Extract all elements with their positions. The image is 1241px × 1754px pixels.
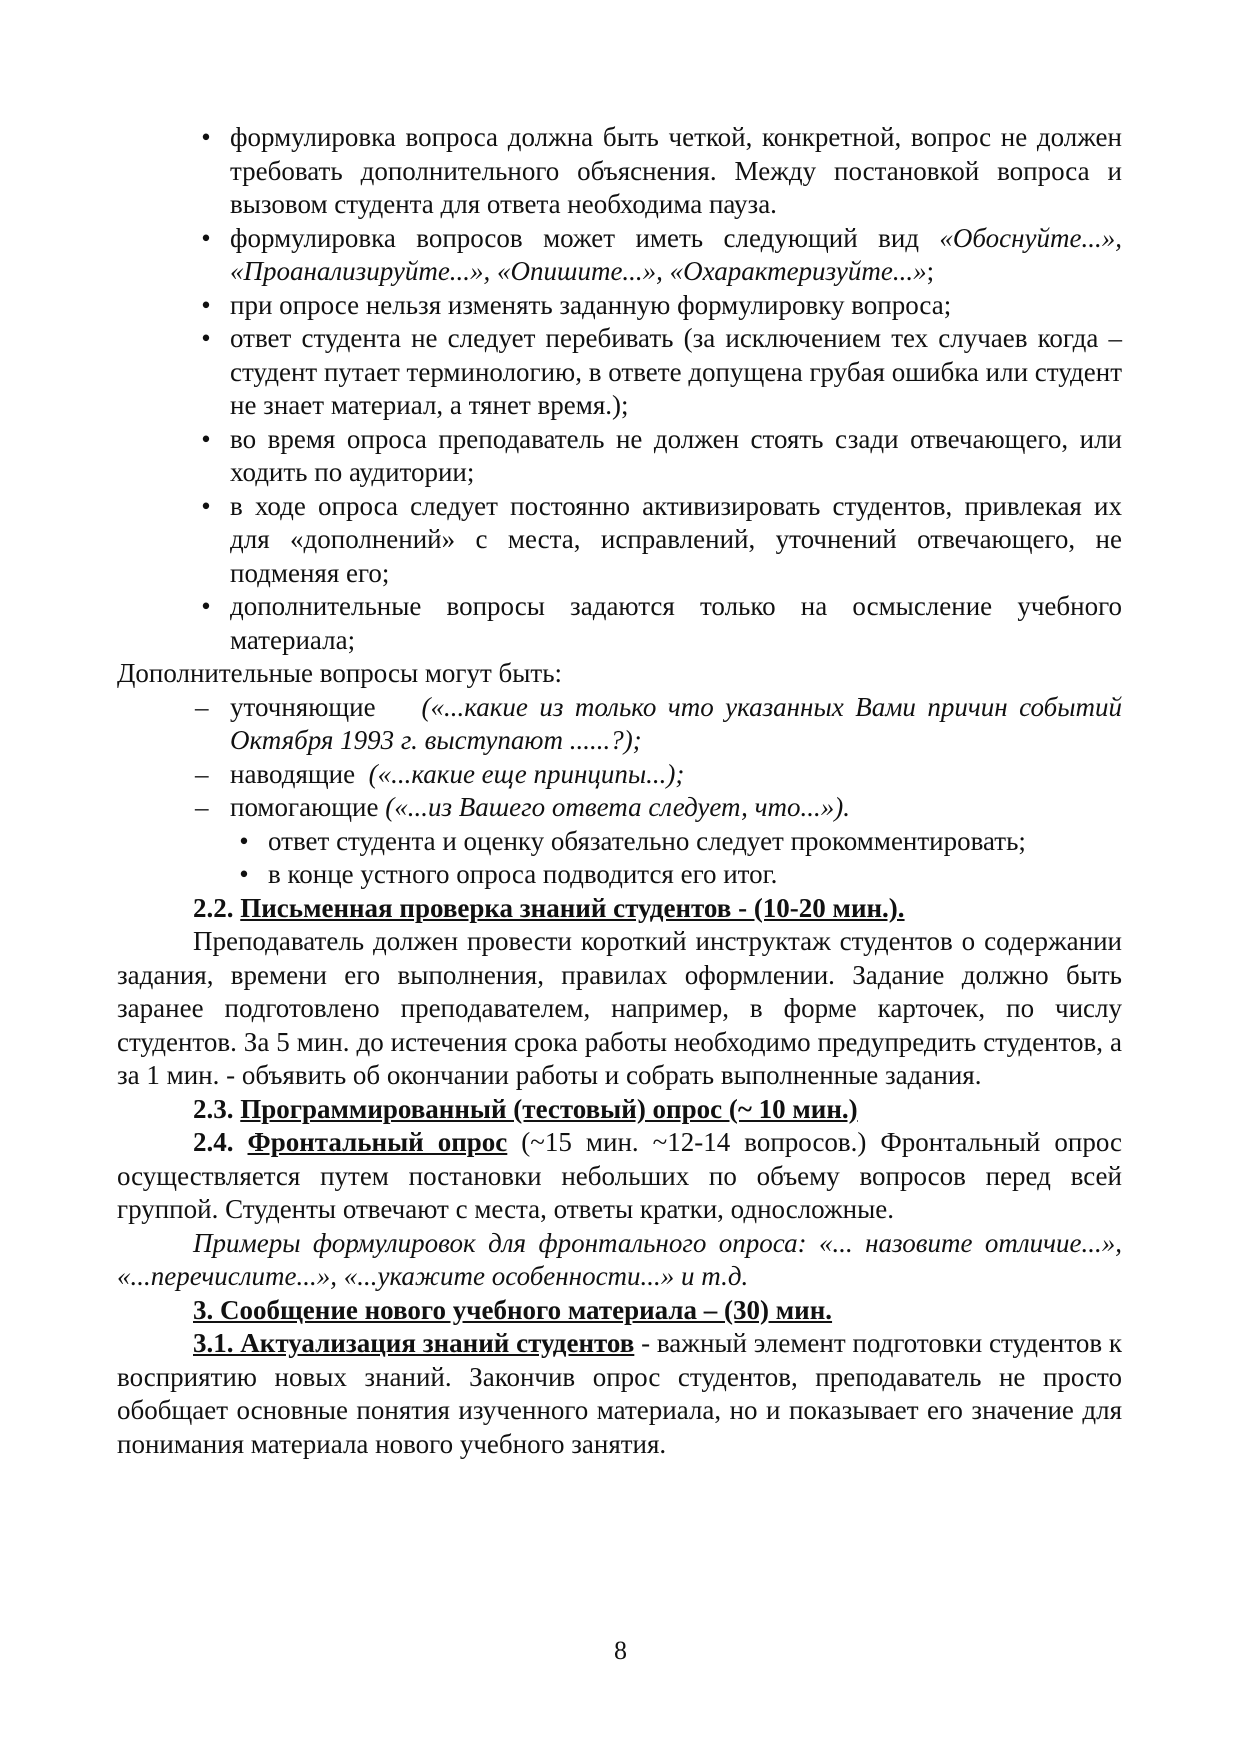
bullet-text: ответ студента не следует перебивать (за исключением тех случаев когда – студент путает терминологию, в ответе допущена грубая ошибка или студент не знает материал, а тянет время.); [230, 323, 1122, 420]
page-content [117, 121, 1122, 1461]
bullet-text: формулировка вопроса должна быть четкой, конкретной, вопрос не должен требовать дополнительного объяснения. Между постановкой вопроса и вызовом студента для ответа необходима пауза. [230, 122, 1122, 219]
bullet-item [117, 322, 1122, 423]
section-number: 2.4. [193, 1127, 234, 1157]
bullet-icon: • [201, 122, 211, 152]
bullet-icon: • [239, 825, 249, 856]
bullet-icon: • [239, 859, 249, 889]
bullet-text: во время опроса преподаватель не должен стоять сзади отвечающего, или ходить по аудитории; [230, 423, 1122, 487]
bullet-item [117, 423, 1122, 490]
section-title: 3.1. Актуализация знаний студентов [193, 1328, 635, 1358]
bullet-item [117, 289, 1122, 323]
section-body: - важный элемент подготовки студентов к восприятию новых знаний. Закончив опрос студентов, преподаватель не просто обобщает основные понятия изученного материала, но и показывает его значение для понимания материала нового учебного занятия. [117, 1328, 1122, 1459]
section-number: 2.2. [193, 892, 234, 923]
sub-bullet-item [117, 825, 1122, 859]
bullet-icon: • [201, 289, 211, 320]
section-3-1-paragraph [117, 1327, 1122, 1461]
bullet-text: при опросе нельзя изменять заданную формулировку вопроса; [230, 289, 952, 320]
sub-bullet-text: в конце устного опроса подводится его итог. [268, 859, 778, 889]
section-title: Письменная проверка знаний студентов - (10-20 мин.). [240, 892, 905, 923]
section-2-2-body: Преподаватель должен провести короткий инструктаж студентов о содержании задания, времени его выполнения, правилах оформлении. Задание должно быть заранее подготовлено преподавателем, например, в форме карточек, по числу студентов. За 5 мин. до истечения срока работы необходимо предупредить студентов, а за 1 мин. - объявить об окончании работы и собрать выполненные задания. [117, 926, 1122, 1090]
sub-bullet-text: ответ студента и оценку обязательно следует прокомментировать; [268, 825, 1026, 856]
page-number: 8 [614, 1636, 627, 1665]
bullet-italic-text: «Обоснуйте...», «Проанализируйте...», «Опишите...», «Охарактеризуйте...» [230, 222, 1122, 286]
bullet-item [117, 121, 1122, 222]
section-2-4-paragraph [117, 1126, 1122, 1227]
bullet-icon: • [201, 222, 211, 253]
dash-item [117, 691, 1122, 758]
sub-bullet-item [117, 858, 1122, 892]
section-2-2-heading [117, 892, 1122, 926]
section-title: Фронтальный опрос [247, 1127, 508, 1157]
bullet-item [117, 590, 1122, 657]
bullet-text: дополнительные вопросы задаются только на осмысление учебного материала; [230, 591, 1122, 655]
dash-item [117, 791, 1122, 825]
dash-icon: – [195, 792, 209, 822]
bullet-text: в ходе опроса следует постоянно активизировать студентов, привлекая их для «дополнений» с места, исправлений, уточнений отвечающего, не подменяя его; [230, 490, 1122, 588]
section-2-3-heading [117, 1093, 1122, 1127]
section-title: 3. Сообщение нового учебного материала – (30) мин. [193, 1294, 833, 1325]
bullet-item [117, 490, 1122, 591]
bullet-icon: • [201, 490, 211, 521]
dash-label: уточняющие [230, 691, 376, 722]
bullet-tail: ; [926, 256, 935, 286]
bullet-icon: • [201, 423, 211, 454]
additional-questions-intro: Дополнительные вопросы могут быть: [117, 658, 563, 688]
section-title: Программированный (тестовый) опрос (~ 10 мин.) [240, 1093, 858, 1124]
dash-example: («...какие из только что указанных Вами причин событий Октября 1993 г. выступают ......?); [230, 691, 1122, 755]
dash-label: наводящие [230, 758, 356, 789]
section-number: 2.3. [193, 1093, 234, 1124]
dash-example: («...из Вашего ответа следует, что...»). [385, 792, 851, 822]
dash-example: («...какие еще принципы...); [368, 758, 685, 789]
bullet-text: формулировка вопросов может иметь следующий вид [230, 222, 940, 253]
section-3-heading [117, 1294, 1122, 1328]
dash-icon: – [195, 758, 209, 789]
dash-label: помогающие [230, 792, 379, 822]
section-2-4-examples [117, 1227, 1122, 1294]
bullet-item [117, 222, 1122, 289]
dash-icon: – [195, 691, 209, 722]
bullet-icon: • [201, 323, 211, 353]
section-body: (~15 мин. ~12-14 вопросов.) Фронтальный опрос осуществляется путем постановки небольших по объему вопросов перед всей группой. Студенты отвечают с места, ответы кратки, односложные. [117, 1127, 1122, 1224]
dash-item [117, 758, 1122, 792]
bullet-icon: • [201, 591, 211, 621]
examples-text: Примеры формулировок для фронтального опроса: «... назовите отличие...», «...перечислите...», «...укажите особенности...» и т.д. [117, 1227, 1122, 1291]
